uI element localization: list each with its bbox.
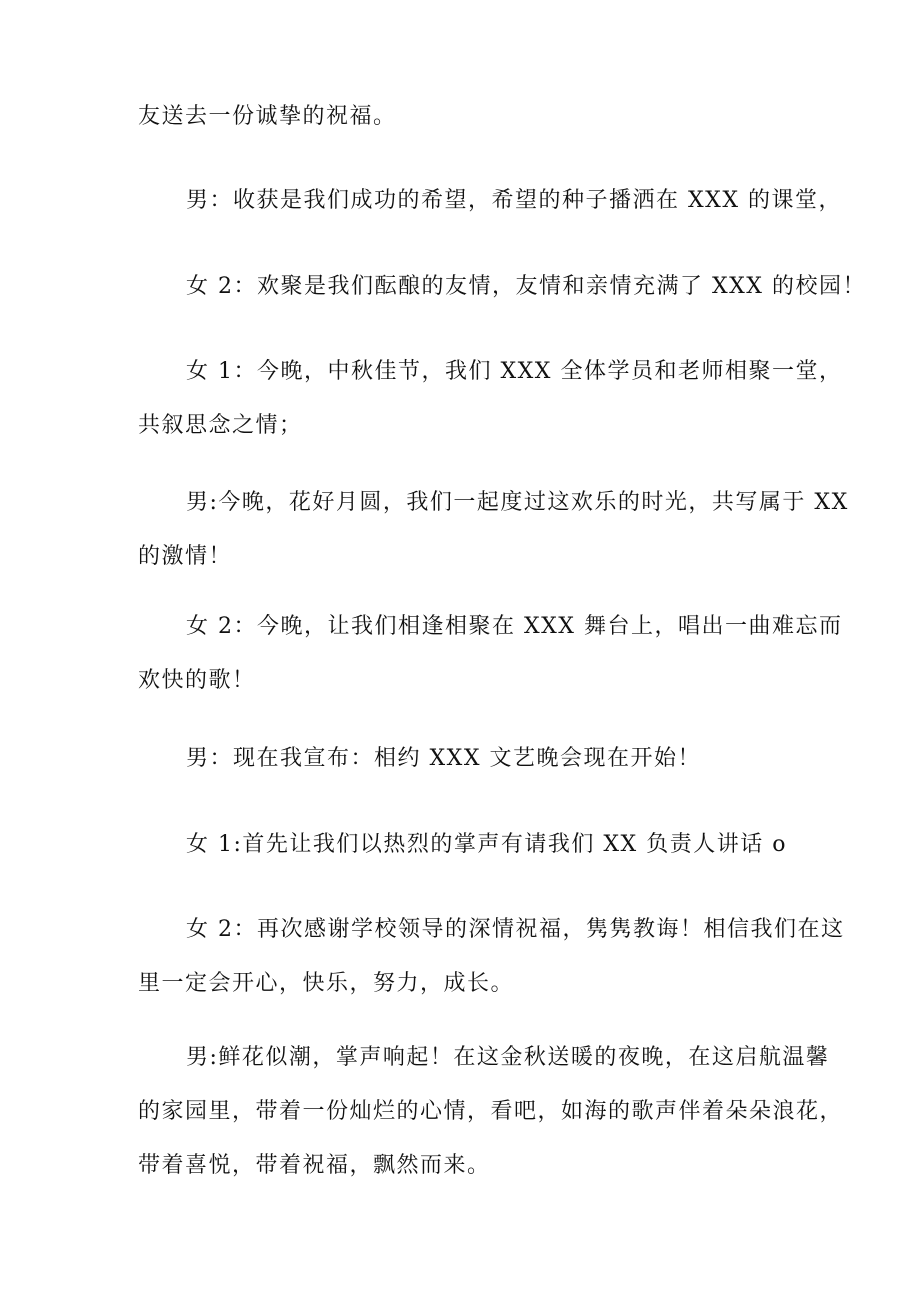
paragraph-2 [138, 174, 842, 228]
paragraph-line: 带着喜悦，带着祝福，飘然而来。 [138, 1153, 491, 1178]
paragraph-7 [138, 732, 788, 786]
paragraph-line: 里一定会开心，快乐，努力，成长。 [138, 971, 515, 996]
paragraph-line: 男：现在我宣布：相约 XXX 文艺晚会现在开始！ [186, 746, 701, 771]
paragraph-line: 男:鲜花似潮，掌声响起！在这金秋送暖的夜晚，在这启航温馨 [186, 1045, 830, 1070]
paragraph-line: 女 2：欢聚是我们酝酿的友情，友情和亲情充满了 XXX 的校园！ [186, 274, 866, 299]
paragraph-line: 女 1:首先让我们以热烈的掌声有请我们 XX 负责人讲话 o [186, 832, 787, 857]
paragraph-10 [138, 1031, 844, 1193]
paragraph-line: 女 2：今晚，让我们相逢相聚在 XXX 舞台上，唱出一曲难忘而 [186, 614, 843, 639]
paragraph-6 [138, 600, 843, 708]
paragraph-4 [138, 345, 843, 453]
paragraph-line: 友送去一份诚挚的祝福。 [138, 104, 397, 129]
paragraph-line: 男：收获是我们成功的希望，希望的种子播洒在 XXX 的课堂， [186, 188, 842, 213]
paragraph-1 [138, 90, 788, 144]
paragraph-3 [138, 260, 866, 314]
paragraph-line: 的激情！ [138, 544, 233, 569]
paragraph-9 [138, 903, 845, 1011]
paragraph-line: 的家园里，带着一份灿烂的心情，看吧，如海的歌声伴着朵朵浪花， [138, 1099, 844, 1124]
paragraph-line: 欢快的歌！ [138, 668, 256, 693]
paragraph-8 [138, 818, 788, 872]
paragraph-line: 男:今晚，花好月圆，我们一起度过这欢乐的时光，共写属于 XX [186, 490, 849, 515]
paragraph-line: 共叙思念之情； [138, 413, 303, 438]
paragraph-line: 女 1：今晚，中秋佳节，我们 XXX 全体学员和老师相聚一堂， [186, 359, 843, 384]
paragraph-line: 女 2：再次感谢学校领导的深情祝福，隽隽教诲！相信我们在这 [186, 917, 845, 942]
paragraph-5 [138, 476, 849, 584]
